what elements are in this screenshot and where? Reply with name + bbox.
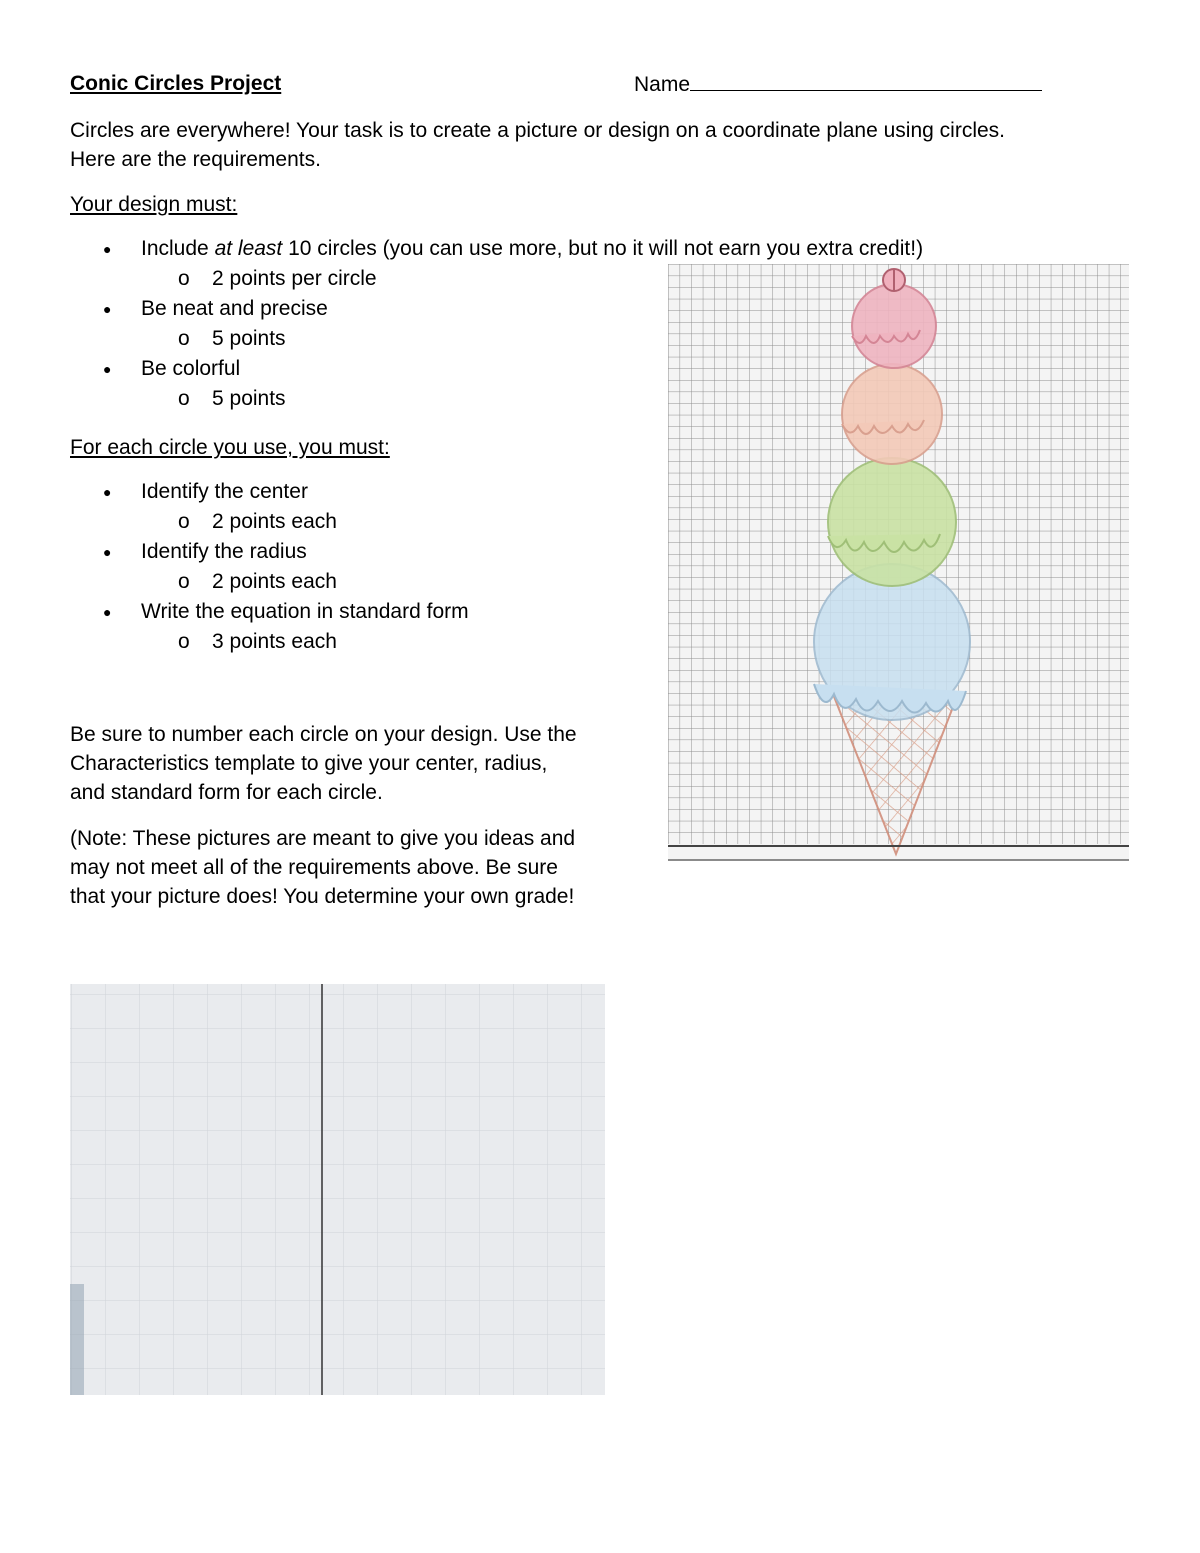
list-item (70, 234, 1070, 264)
list-item-emphasis: at least (214, 237, 283, 260)
list-subitem: o 2 points each (70, 567, 630, 597)
mouse-face-drawing (70, 984, 605, 1395)
list-subitem: o 3 points each (70, 627, 630, 657)
text-line: Be sure to number each circle on your design. Use the (70, 723, 577, 746)
name-label: Name (634, 73, 691, 96)
ice-cream-drawing (668, 264, 1129, 861)
text-line: that your picture does! You determine your own grade! (70, 885, 575, 908)
list-subitem: o 2 points each (70, 507, 630, 537)
each-circle-list (70, 477, 630, 657)
intro-paragraph (70, 116, 1170, 174)
list-item: ● Be neat and precise (70, 294, 1070, 324)
intro-line-2: Here are the requirements. (70, 148, 321, 171)
list-subitem: o 5 points (70, 384, 1070, 414)
list-item: ● Identify the radius (70, 537, 630, 567)
text-line: may not meet all of the requirements above. Be sure (70, 856, 558, 879)
name-field (634, 72, 1042, 97)
text-line: and standard form for each circle. (70, 781, 383, 804)
each-circle-heading: For each circle you use, you must: (70, 436, 390, 459)
text-line: Characteristics template to give your center, radius, (70, 752, 548, 775)
list-subitem: o 5 points (70, 324, 1070, 354)
list-item: ● Identify the center (70, 477, 630, 507)
number-note-paragraph (70, 720, 650, 807)
page-title: Conic Circles Project (70, 72, 282, 95)
list-item-text: 10 circles (you can use more, but no it will not earn you extra credit!) (282, 237, 924, 260)
mouse-face-graph-image (70, 984, 605, 1395)
design-heading: Your design must: (70, 193, 238, 216)
intro-line-1: Circles are everywhere! Your task is to create a picture or design on a coordinate plane using circles. (70, 119, 1005, 142)
list-subitem: o 2 points per circle (70, 264, 1070, 294)
ice-cream-cone-image (668, 264, 1129, 861)
list-item-text: Include (141, 237, 215, 260)
list-item: ● Be colorful (70, 354, 1070, 384)
name-blank-line[interactable] (690, 72, 1042, 91)
list-item: ● Write the equation in standard form (70, 597, 630, 627)
text-line: (Note: These pictures are meant to give you ideas and (70, 827, 576, 850)
picture-note-paragraph (70, 824, 650, 911)
